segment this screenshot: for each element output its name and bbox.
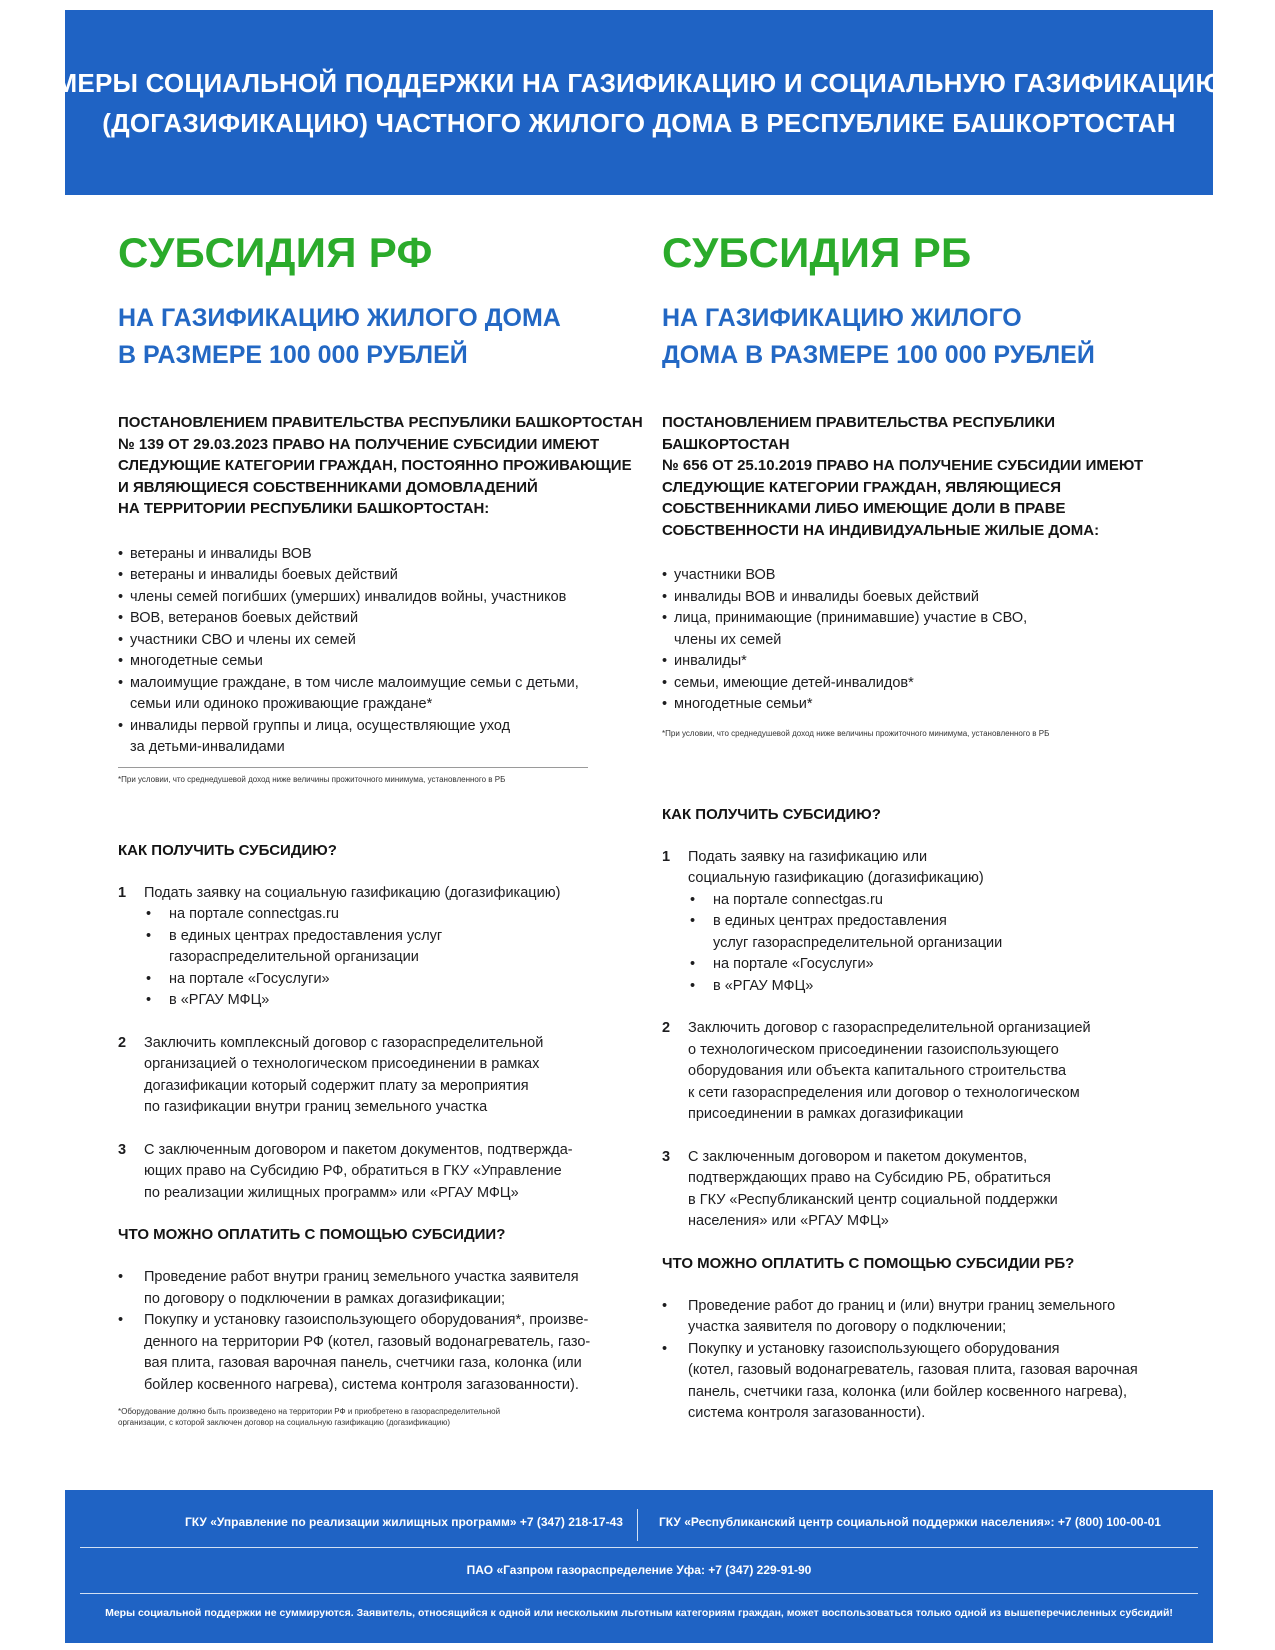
list-item [118, 1310, 648, 1396]
step-line: подтверждающих право на Субсидию РБ, обратиться [688, 1170, 1051, 1186]
list-item [118, 673, 648, 716]
what-to-pay-heading: ЧТО МОЖНО ОПЛАТИТЬ С ПОМОЩЬЮ СУБСИДИИ РБ? [662, 1254, 1075, 1272]
list-item: • участники СВО и члены их семей [118, 630, 648, 652]
step-line: Заключить договор с газораспределительной организацией [688, 1020, 1091, 1036]
step-line: к сети газораспределения или договор о технологическом [688, 1084, 1080, 1101]
eligible-categories-list [662, 565, 1182, 716]
how-to-get-steps [118, 883, 648, 1205]
list-item-line: • в единых центрах предоставления услуг [169, 927, 443, 944]
subtitle-line: В РАЗМЕРЕ 100 000 РУБЛЕЙ [118, 341, 468, 369]
list-item: • инвалиды ВОВ и инвалиды боевых действий [662, 587, 1182, 609]
list-item: • ветераны и инвалиды ВОВ [118, 544, 648, 566]
step-line: Подать заявку на газификацию или [688, 848, 928, 865]
list-item-line: члены их семей [674, 631, 782, 648]
list-item: • многодетные семьи [118, 651, 648, 673]
step-line: в ГКУ «Республиканский центр социальной поддержки [688, 1191, 1058, 1208]
list-item-line: газораспределительной организации [169, 949, 419, 965]
step-line: населения» или «РГАУ МФЦ» [688, 1213, 889, 1229]
step-item [662, 847, 1182, 998]
eligible-categories-list [118, 544, 648, 759]
footnote-line: *Оборудование должно быть произведено на территории РФ и приобретено в газораспределительной [118, 1407, 501, 1416]
list-item [662, 608, 1182, 651]
list-item-line: • члены семей погибших (умерших) инвалидов войны, участников [130, 588, 567, 605]
list-item [118, 716, 648, 759]
list-item: • на портале «Госуслуги» [144, 969, 648, 991]
payable-items-list [118, 1267, 648, 1396]
step-line: С заключенным договором и пакетом документов, [688, 1148, 1028, 1165]
step-number: 2 [118, 1034, 127, 1051]
step-item [118, 1140, 648, 1205]
step-number: 1 [662, 848, 671, 865]
basis-line: И ЯВЛЯЮЩИЕСЯ СОБСТВЕННИКАМИ ДОМОВЛАДЕНИЙ [118, 478, 538, 496]
basis-line: № 656 ОТ 25.10.2019 ПРАВО НА ПОЛУЧЕНИЕ СУБСИДИИ ИМЕЮТ [662, 457, 1144, 474]
legal-basis [662, 412, 1182, 541]
footnote-divider [118, 767, 588, 768]
step-number: 2 [662, 1020, 671, 1036]
basis-line: НА ТЕРРИТОРИИ РЕСПУБЛИКИ БАШКОРТОСТАН: [118, 500, 490, 517]
basis-line: СЛЕДУЮЩИЕ КАТЕГОРИИ ГРАЖДАН, ЯВЛЯЮЩИЕСЯ [662, 478, 1061, 496]
footer-banner [65, 1490, 1213, 1643]
basis-line: СЛЕДУЮЩИЕ КАТЕГОРИИ ГРАЖДАН, ПОСТОЯННО ПРОЖИВАЮЩИЕ [118, 457, 632, 474]
list-item-line: • Проведение работ до границ и (или) внутри границ земельного [688, 1297, 1116, 1314]
list-item-line: бойлер косвенного нагрева), система контроля загазованности). [144, 1376, 579, 1393]
step-line: догазификации который содержит плату за мероприятия [144, 1077, 529, 1094]
list-item-line: • малоимущие граждане, в том числе малоимущие семьи с детьми, [130, 674, 579, 691]
basis-line: СОБСТВЕННИКАМИ ЛИБО ИМЕЮЩИЕ ДОЛИ В ПРАВЕ [662, 500, 1066, 517]
header-title-line-1: МЕРЫ СОЦИАЛЬНОЙ ПОДДЕРЖКИ НА ГАЗИФИКАЦИЮ И СОЦИАЛЬНУЮ ГАЗИФИКАЦИЮ [55, 67, 1223, 98]
list-item: • в «РГАУ МФЦ» [688, 976, 1182, 998]
contact-gazprom: ПАО «Газпром газораспределение Уфа: +7 (347) 229-91-90 [466, 1563, 812, 1577]
step-line: ющих право на Субсидию РФ, обратиться в ГКУ «Управление [144, 1163, 562, 1179]
subtitle-line: ДОМА В РАЗМЕРЕ 100 000 РУБЛЕЙ [662, 341, 1095, 369]
list-item: • ветераны и инвалиды боевых действий [118, 565, 648, 587]
categories-footnote: *При условии, что среднедушевой доход ниже величины прожиточного минимума, установленного в РБ [662, 728, 1050, 738]
step-line: оборудования или объекта капитального строительства [688, 1063, 1067, 1079]
subtitle-line: НА ГАЗИФИКАЦИЮ ЖИЛОГО ДОМА [118, 304, 561, 332]
categories-footnote: *При условии, что среднедушевой доход ниже величины прожиточного минимума, установленного в РБ [118, 774, 506, 784]
header-banner [55, 10, 1223, 195]
step-line: присоединении в рамках догазификации [688, 1106, 964, 1122]
list-item-line: денного на территории РФ (котел, газовый водонагреватель, газо- [144, 1333, 591, 1350]
step-line: С заключенным договором и пакетом документов, подтвержда- [144, 1141, 573, 1158]
step-item [662, 1147, 1182, 1233]
step-line: Заключить комплексный договор с газораспределительной [144, 1034, 544, 1051]
step-line: по газификации внутри границ земельного участка [144, 1099, 488, 1115]
list-item-line: • Проведение работ внутри границ земельного участка заявителя [144, 1269, 579, 1285]
step-item [118, 883, 648, 1012]
list-item: • на портале connectgas.ru [688, 890, 1182, 912]
step-number: 3 [662, 1148, 671, 1165]
vertical-divider [637, 1509, 638, 1541]
list-item [118, 1267, 648, 1310]
how-to-get-steps [662, 847, 1182, 1233]
step-item [118, 1033, 648, 1119]
list-item: • на портале «Госуслуги» [688, 954, 1182, 976]
list-item-line: (котел, газовый водонагреватель, газовая плита, газовая варочная [688, 1362, 1138, 1378]
list-item-line: за детьми-инвалидами [130, 739, 285, 755]
step-number: 3 [118, 1141, 127, 1158]
list-item-line: по договору о подключении в рамках догазификации; [144, 1290, 506, 1307]
basis-line: ПОСТАНОВЛЕНИЕМ ПРАВИТЕЛЬСТВА РЕСПУБЛИКИ БАШКОРТОСТАН [118, 414, 643, 431]
subsidy-rf-subtitle [118, 300, 648, 374]
how-to-get-heading: КАК ПОЛУЧИТЬ СУБСИДИЮ? [662, 805, 881, 823]
list-item: • в «РГАУ МФЦ» [144, 990, 648, 1012]
header-title-line-2: (ДОГАЗИФИКАЦИЮ) ЧАСТНОГО ЖИЛОГО ДОМА В РЕСПУБЛИКЕ БАШКОРТОСТАН [102, 107, 1176, 138]
list-item-line: семьи или одиноко проживающие граждане* [130, 696, 433, 712]
footnote-line: организации, с которой заключен договор на социальную газификацию (догазификацию) [118, 1418, 451, 1427]
basis-line: № 139 ОТ 29.03.2023 ПРАВО НА ПОЛУЧЕНИЕ СУБСИДИИ ИМЕЮТ [118, 435, 600, 453]
list-item [144, 926, 648, 969]
equipment-footnote [118, 1406, 648, 1428]
list-item-line: • инвалиды первой группы и лица, осуществляющие уход [130, 717, 511, 734]
list-item: • инвалиды* [662, 651, 1182, 673]
subsidy-rb-title: СУБСИДИЯ РБ [662, 229, 972, 276]
footer-divider [80, 1547, 1198, 1548]
subsidy-rb-column [662, 228, 1182, 1425]
basis-line: СОБСТВЕННОСТИ НА ИНДИВИДУАЛЬНЫЕ ЖИЛЫЕ ДОМА: [662, 521, 1100, 539]
contact-social-support-center: ГКУ «Республиканский центр социальной поддержки населения»: +7 (800) 100-00-01 [659, 1515, 1161, 1529]
list-item [118, 587, 648, 609]
basis-line: ПОСТАНОВЛЕНИЕМ ПРАВИТЕЛЬСТВА РЕСПУБЛИКИ БАШКОРТОСТАН [662, 414, 1056, 453]
list-item-line: • в единых центрах предоставления [713, 913, 947, 929]
list-item: • семьи, имеющие детей-инвалидов* [662, 673, 1182, 695]
list-item-line: участка заявителя по договору о подключении; [688, 1319, 1007, 1335]
step-text: Подать заявку на социальную газификацию (догазификацию) [144, 884, 561, 901]
footer-divider [80, 1593, 1198, 1594]
subsidy-rb-subtitle [662, 300, 1182, 374]
list-item [688, 911, 1182, 954]
list-item: • участники ВОВ [662, 565, 1182, 587]
contacts-row [65, 1515, 1213, 1541]
list-item: • на портале connectgas.ru [144, 904, 648, 926]
list-item-line: вая плита, газовая варочная панель, счетчики газа, колонка (или [144, 1355, 582, 1371]
step-item [662, 1018, 1182, 1126]
submission-channels-list [144, 904, 648, 1012]
list-item-line: система контроля загазованности). [688, 1405, 926, 1421]
list-item: • многодетные семьи* [662, 694, 1182, 716]
step-line: организацией о технологическом присоединении в рамках [144, 1056, 540, 1072]
list-item-line: услуг газораспределительной организации [713, 934, 1003, 951]
legal-basis [118, 412, 648, 520]
payable-items-list [662, 1296, 1182, 1425]
step-line: о технологическом присоединении газоиспользующего [688, 1041, 1059, 1058]
footer-note: Меры социальной поддержки не суммируются. Заявитель, относящийся к одной или нескольким льготным категориям граждан, может воспользоваться только одной из вышеперечисленных субсидий! [105, 1607, 1173, 1619]
contact-housing-programs: ГКУ «Управление по реализации жилищных программ» +7 (347) 218-17-43 [185, 1515, 623, 1529]
step-line: по реализации жилищных программ» или «РГАУ МФЦ» [144, 1184, 519, 1201]
list-item: • ВОВ, ветеранов боевых действий [118, 608, 648, 630]
list-item [662, 1339, 1182, 1425]
list-item [662, 1296, 1182, 1339]
submission-channels-list [688, 890, 1182, 998]
what-to-pay-heading: ЧТО МОЖНО ОПЛАТИТЬ С ПОМОЩЬЮ СУБСИДИИ? [118, 1226, 506, 1243]
list-item-line: • Покупку и установку газоиспользующего оборудования [688, 1340, 1060, 1357]
step-line: социальную газификацию (догазификацию) [688, 870, 984, 886]
subsidy-rf-column [118, 228, 648, 1428]
subsidy-rf-title: СУБСИДИЯ РФ [118, 229, 433, 276]
list-item-line: панель, счетчики газа, колонка (или бойлер косвенного нагрева), [688, 1383, 1128, 1400]
subtitle-line: НА ГАЗИФИКАЦИЮ ЖИЛОГО [662, 304, 1022, 332]
list-item-line: • лица, принимающие (принимавшие) участие в СВО, [674, 610, 1028, 626]
step-number: 1 [118, 884, 127, 901]
list-item-line: • Покупку и установку газоиспользующего оборудования*, произве- [144, 1312, 589, 1328]
how-to-get-heading: КАК ПОЛУЧИТЬ СУБСИДИЮ? [118, 841, 337, 859]
